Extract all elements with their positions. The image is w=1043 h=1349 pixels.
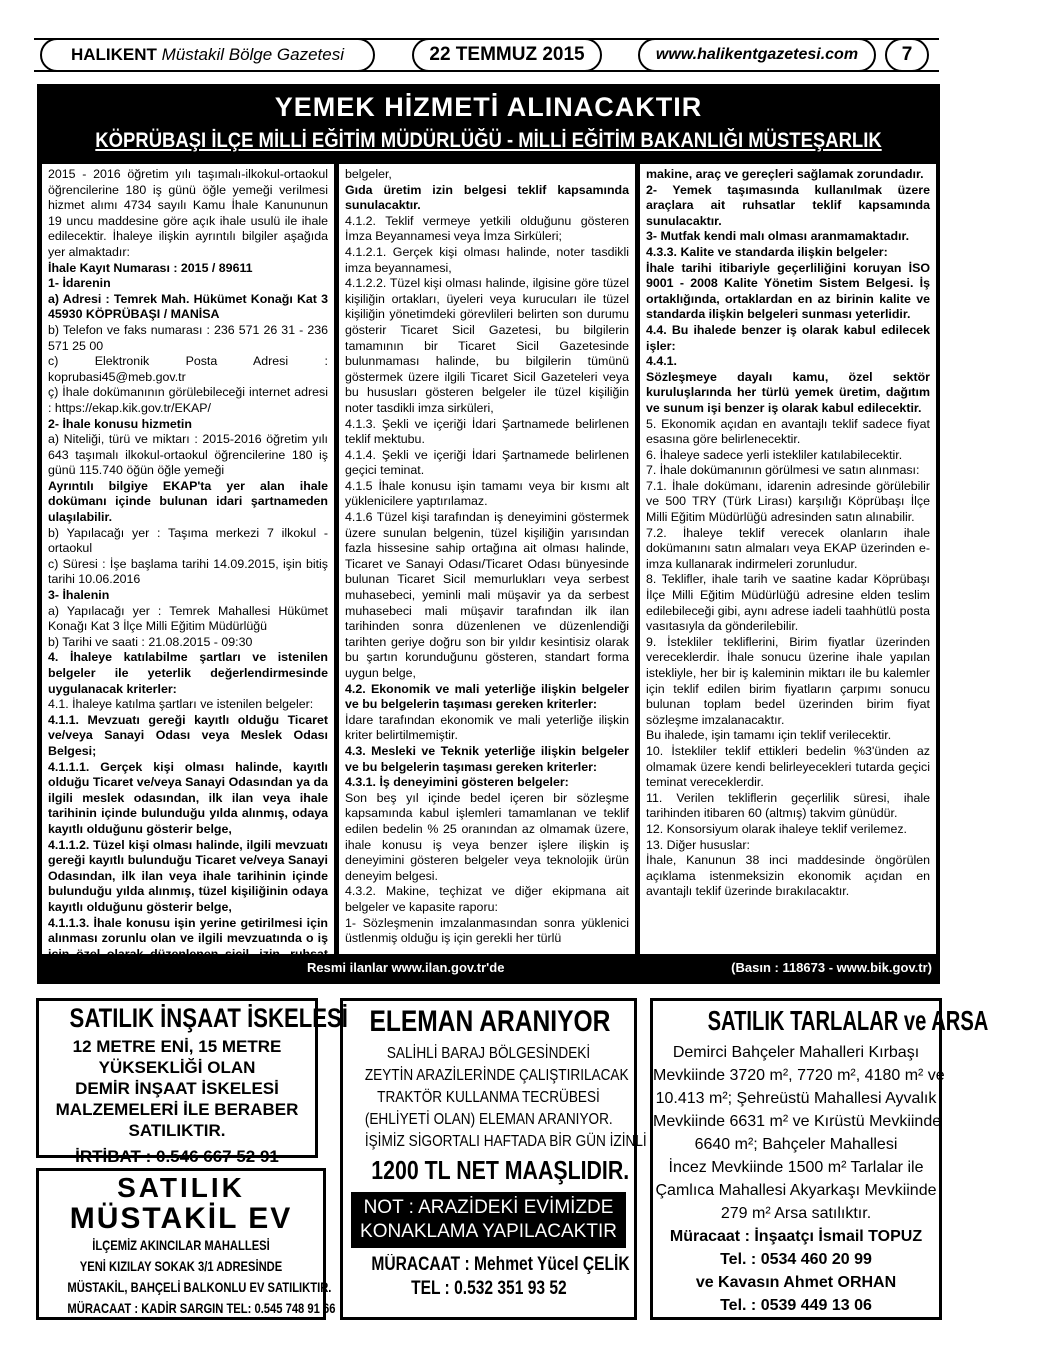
job-ad-line: ZEYTİN ARAZİLERİNDE ÇALIŞTIRILACAK [364, 1067, 629, 1084]
tender-col3-paragraph: 2- Yemek taşımasında kullanılmak üzere araçlara ait ruhsatlar teklif kapsamında sunulacaktır. [646, 182, 930, 228]
tender-col2-paragraph: 4.1.4. Şekli ve içeriği İdari Şartnamede belirlenen geçici teminat. [345, 447, 629, 478]
land-ad-line: Çamlıca Mahallesi Akyarkaşı Mevkiinde [655, 1182, 937, 1199]
press-code: (Basın : 118673 - www.bik.gov.tr) [731, 960, 932, 975]
tender-col1-paragraph: 2015 - 2016 öğretim yılı taşımalı-ilkokul-ortaokul öğrencilerine 180 iş günü öğle yemeği verilmesi hizmet alımı 4734 sayılı Kamu İhale Kanununun 19 uncu maddesine göre açık ihale usulü ile ihale edilecektir. İhaleye ilişkin ayrıntılı bilgiler aşağıda yer almaktadır: [48, 167, 328, 259]
job-ad-line: SALİHLİ BARAJ BÖLGESİNDEKİ [386, 1045, 591, 1062]
scaffold-ad-line: MALZEMELERİ İLE BERABER [55, 1100, 299, 1119]
land-ad-line: 6640 m²; Bahçeler Mahallesi [694, 1136, 898, 1153]
tender-col2-paragraph: 4.3. Mesleki ve Teknik yeterliğe ilişkin belgeler ve bu belgelerin taşıması gereken kriterler: [345, 743, 629, 774]
tender-col1-paragraph: 4.1.1.2. Tüzel kişi olması halinde, ilgili mevzuatı gereği kayıtlı bulunduğu Ticaret ve/veya Sanayi Odasından, ilk ilan veya ihale tarihinin içinde bulunduğu yılda alınmış, tüzel kişiliğinin odaya kayıtlı olduğunu gösterir belge, [48, 837, 328, 914]
tender-col3-paragraph: 4.3.3. Kalite ve standarda ilişkin belgeler: [646, 244, 888, 259]
tender-notice [37, 84, 940, 984]
job-ad [340, 998, 647, 1320]
scaffold-for-sale-ad [36, 998, 348, 1166]
tender-col3-paragraph: 10. İstekliler teklif ettikleri bedelin %3'ünden az olmamak üzere kendi belirleyecekleri tutarda geçici teminat vereceklerdir. [646, 743, 930, 790]
land-ad-line: İncez Mevkiinde 1500 m² Tarlalar ile [668, 1159, 924, 1176]
tender-col1-paragraph: a) Niteliği, türü ve miktarı : 2015-2016 öğretim yılı 643 taşımalı ilkokul-ortaokul öğrencilerine 180 iş günü 115.740 öğün öğle yemeği [48, 432, 328, 478]
page-number: 7 [885, 38, 929, 72]
issue-date: 22 TEMMUZ 2015 [412, 38, 602, 72]
job-ad-line: (EHLİYETİ OLAN) ELEMAN ARANIYOR. [364, 1111, 613, 1128]
tender-col1-paragraph: b) Yapılacağı yer : Taşıma merkezi 7 ilkokul - ortaokul [48, 525, 328, 556]
job-note-banner [351, 1192, 626, 1248]
job-contact: MÜRACAAT : Mehmet Yücel ÇELİK [371, 1254, 630, 1275]
scaffold-ad-title: SATILIK İNŞAAT İSKELESİ [69, 1003, 348, 1033]
tender-col3-paragraph: 4.4.1. [646, 354, 678, 369]
tender-col3-paragraph: 6. İhaleye sadece yerli istekliler katılabilecektir. [646, 447, 903, 462]
tender-col1-paragraph: 4.1. İhaleye katılma şartları ve istenilen belgeler: [48, 697, 314, 712]
job-note-line-2: KONAKLAMA YAPILACAKTIR [360, 1221, 617, 1242]
tender-col2-paragraph: İdare tarafından ekonomik ve mali yeterliğe ilişkin kriter belirtilmemiştir. [345, 712, 629, 743]
land-ad-line: Tel. : 0534 460 20 99 [720, 1251, 872, 1268]
land-ad-line: Müracaat : İnşaatçı İsmail TOPUZ [669, 1228, 923, 1245]
land-ad-line: Demirci Bahçeler Mahalleri Kırbaşı [672, 1044, 920, 1061]
tender-col3-paragraph: 12. Konsorsiyum olarak ihaleye teklif verilemez. [646, 821, 908, 836]
land-ad-line: Tel. : 0539 449 13 06 [720, 1297, 872, 1314]
tender-col3-paragraph: İhale, Kanunun 38 inci maddesinde öngörülen açıklama istenmeksizin ekonomik açıdan en avantajlı teklif üzerinde bırakılacaktır. [646, 853, 930, 899]
tender-col2-paragraph: Son beş yıl içinde bedel içeren bir sözleşme kapsamında kabul işlemleri tamamlanan ve teklif edilen bedelin % 25 oranından az olmamak üzere, ihale konusu iş veya benzer işlere ilişkin iş deneyimini gösteren belgeler veya teknolojik ürün deneyim belgesi. [345, 790, 629, 883]
tender-col1-paragraph: 2- İhale konusu hizmetin [48, 416, 192, 431]
paper-name-bold: HALIKENT [70, 45, 157, 64]
tender-col2-paragraph: 4.1.2.2. Tüzel kişi olması halinde, ilgisine göre tüzel kişiliğin ortakları, üyeleri veya kurucuları ile tüzel kişiliğin yönetimdeki görevlileri belirten son durumu gösterir Ticaret Sicil Gazetesi, bu bilgilerin tamamının bir Ticaret Sicil Gazetesinde bulunmaması halinde, bu bilgilerin tümünü göstermek üzere ilgili Ticaret Sicil Gazeteleri veya bu hususları gösteren belgeler ile tüzel kişiliğin noter tasdikli imza sirküleri, [345, 276, 629, 415]
tender-col3-paragraph: 8. Teklifler, ihale tarih ve saatine kadar Köprübaşı İlçe Milli Eğitim Müdürlüğü adresine elden teslim edilebileceği gibi, aynı adrese iadeli taahhütlü posta vasıtasıyla da gönderilebilir. [646, 572, 930, 634]
scaffold-ad-line: SATILIKTIR. [128, 1121, 226, 1140]
job-ad-line: İŞİMİZ SİGORTALI HAFTADA BİR GÜN İZİNLİ [364, 1133, 647, 1150]
tender-col2-paragraph: 4.1.5 İhale konusu işin tamamı veya bir kısmı alt yüklenicilere yaptırılamaz. [345, 478, 629, 509]
scaffold-ad-line: DEMİR İNŞAAT İSKELESİ [75, 1079, 279, 1098]
tender-col1-paragraph: 4. İhaleye katılabilme şartları ve istenilen belgeler ile yeterlik değerlendirmesinde uygulanacak kriterler: [48, 650, 328, 696]
tender-subtitle: KÖPRÜBAŞI İLÇE MİLLİ EĞİTİM MÜDÜRLÜĞÜ - MİLLİ EĞİTİM BAKANLIĞI MÜSTEŞARLIK [95, 129, 882, 152]
tender-col2-paragraph: 4.3.1. İş deneyimini gösteren belgeler: [345, 775, 569, 790]
house-for-sale-ad [36, 1168, 336, 1320]
tender-col3-paragraph: 7.1. İhale dokümanı, idarenin adresinde görülebilir ve 500 TRY (Türk Lirası) karşılığı Köprübaşı İlçe Milli Eğitim Müdürlüğü adresinden satın alınabilir. [646, 478, 930, 525]
tender-col2-paragraph: 1- Sözleşmenin imzalanmasından sonra yüklenici üstlenmiş olduğu iş için gerekli her türlü [345, 915, 629, 946]
tender-col1-paragraph: c) Elektronik Posta Adresi : koprubasi45@meb.gov.tr [48, 354, 328, 384]
job-ad-title: ELEMAN ARANIYOR [369, 1005, 611, 1038]
tender-col3-paragraph: 7. İhale dokümanının görülmesi ve satın alınması: [646, 463, 920, 478]
job-note-line-1: NOT : ARAZİDEKİ EVİMİZDE [363, 1197, 614, 1218]
house-ad-title-2: MÜSTAKİL EV [69, 1202, 293, 1235]
scaffold-ad-line: YÜKSEKLİĞİ OLAN [98, 1058, 256, 1077]
paper-name-subtitle: Müstakil Bölge Gazetesi [161, 45, 345, 64]
tender-col1-paragraph: b) Telefon ve faks numarası : 236 571 26 31 - 236 571 25 00 [48, 322, 328, 353]
land-ad-line: 279 m² Arsa satılıktır. [720, 1205, 872, 1222]
tender-col1-paragraph: ç) İhale dokümanının görülebileceği internet adresi : https://ekap.kik.gov.tr/EKAP/ [48, 385, 328, 415]
house-ad-line: İLÇEMİZ AKINCILAR MAHALLESİ [92, 1237, 270, 1253]
tender-col1-paragraph: 4.1.1.3. İhale konusu işin yerine getirilmesi için alınması zorunlu olan ve ilgili mevzuatında o iş için özel olarak düzenlenen sicil, izin, ruhsat vb. [48, 915, 328, 977]
tender-col3-paragraph: makine, araç ve gereçleri sağlamak zorundadır. [646, 167, 924, 181]
tender-column-1 [42, 164, 334, 977]
tender-col2-paragraph: 4.1.3. Şekli ve içeriği İdari Şartnamede belirlenen teklif mektubu. [345, 416, 629, 447]
job-salary: 1200 TL NET MAAŞLIDIR. [371, 1155, 630, 1185]
tender-col3-paragraph: Sözleşmeye dayalı kamu, özel sektör kuruluşlarında her türlü yemek üretim, dağıtım ve sunum işi benzer iş olarak kabul edilecektir. [646, 369, 930, 415]
house-ad-line: MÜSTAKİL, BAHÇELİ BALKONLU EV SATILIKTIR. [67, 1279, 332, 1295]
tender-col3-paragraph: 3- Mutfak kendi malı olması aranmamaktadır. [646, 229, 910, 244]
job-ad-line: TRAKTÖR KULLANMA TECRÜBESİ [377, 1089, 600, 1106]
tender-col2-paragraph: 4.1.2.1. Gerçek kişi olması halinde, noter tasdikli imza beyannamesi, [345, 244, 629, 275]
scaffold-ad-line: 12 METRE ENİ, 15 METRE [72, 1037, 282, 1056]
land-ad-line: 10.413 m²; Şehreüstü Mahallesi Ayvalık [655, 1090, 937, 1107]
paper-name [40, 38, 375, 72]
tender-col2-paragraph: belgeler, [345, 167, 392, 181]
land-ad-title: SATILIK TARLALAR ve ARSA [707, 1005, 989, 1036]
tender-column-2 [339, 164, 635, 954]
tender-col2-paragraph: 4.1.2. Teklif vermeye yetkili olduğunu gösteren İmza Beyannamesi veya İmza Sirküleri; [345, 213, 629, 244]
tender-col3-paragraph: 5. Ekonomik açıdan en avantajlı teklif sadece fiyat esasına göre belirlenecektir. [646, 416, 930, 447]
tender-col2-paragraph: Gıda üretim izin belgesi teklif kapsamında sunulacaktır. [345, 182, 629, 213]
tender-col1-paragraph: a) Yapılacağı yer : Temrek Mahallesi Hükümet Konağı Kat 3 İlçe Milli Eğitim Müdürlüğü [48, 603, 328, 634]
tender-col3-paragraph: 7.2. İhaleye teklif verecek olanların ihale dokümanını satın almaları veya EKAP üzerinden e-imza kullanarak indirmeleri zorunludur. [646, 525, 930, 571]
tender-col3-paragraph: 9. İstekliler tekliflerini, Birim fiyatlar üzerinden vereceklerdir. İhale sonucu üzerine ihale yapılan istekliyle, her bir iş kaleminin miktarı ile bu kalemler için teklif edilen birim fiyatların çarpımı sonucu bulunan toplam bedel üzerinden birim fiyat sözleşme imzalanacaktır. [646, 634, 930, 727]
tender-col2-paragraph: 4.1.6 Tüzel kişi tarafından iş deneyimini göstermek üzere sunulan belgenin, tüzel kişiliğin yarısından fazla hissesine sahip ortağına ait olması halinde, Ticaret ve Sanayi Odası/Ticaret Odası bünyesinde bulunan Ticaret Sicil memurlukları veya serbest muhasebeci, yeminli mali müşavir ya da serbest muhasebeci mali müşavir tarafından ilk ilan tarihinden sonra düzenlenen ve düzenlendiği tarihten geriye doğru son bir yıldır kesintisiz olarak bu şartın korunduğunu gösteren, standart forma uygun belge, [345, 510, 629, 680]
website-link[interactable]: www.halikentgazetesi.com [638, 38, 876, 72]
land-for-sale-ad [650, 998, 989, 1320]
house-ad-title-1: SATILIK [117, 1172, 245, 1203]
tender-col1-paragraph: c) Süresi : İşe başlama tarihi 14.09.2015, işin bitiş tarihi 10.06.2016 [48, 556, 328, 587]
tender-col1-paragraph: a) Adresi : Temrek Mah. Hükümet Konağı Kat 3 45930 KÖPRÜBAŞI / MANİSA [48, 291, 328, 322]
tender-col3-paragraph: 11. Verilen tekliflerin geçerlilik süresi, ihale tarihinden itibaren 60 (altmış) takvim günüdür. [646, 790, 930, 821]
tender-col1-paragraph: 4.1.1.1. Gerçek kişi olması halinde, kayıtlı olduğu Ticaret ve/veya Sanayi Odasından ya da ilgili meslek odasından, ilk ilan veya ihale tarihinin içinde bulunduğu yılda alınmış, odaya kayıtlı olduğunu gösterir belge, [48, 759, 328, 836]
tender-col2-paragraph: 4.3.2. Makine, teçhizat ve diğer ekipmana ait belgeler ve kapasite raporu: [345, 884, 629, 914]
tender-title: YEMEK HİZMETİ ALINACAKTIR [274, 92, 703, 122]
tender-col3-paragraph: 4.4. Bu ihalede benzer iş olarak kabul edilecek işler: [646, 322, 930, 353]
land-ad-line: ve Kavasın Ahmet ORHAN [695, 1274, 897, 1291]
scaffold-contact: İRTİBAT : 0.546 667 52 91 [75, 1147, 279, 1166]
tender-col1-paragraph: İhale Kayıt Numarası : 2015 / 89611 [48, 260, 253, 275]
job-phone: TEL : 0.532 351 93 52 [410, 1278, 567, 1299]
tender-col1-paragraph: 1- İdarenin [48, 276, 111, 291]
house-ad-line: YENİ KIZILAY SOKAK 3/1 ADRESİNDE [79, 1258, 283, 1274]
house-ad-line: MÜRACAAT : KADİR SARGIN TEL: 0.545 748 91 66 [67, 1300, 336, 1316]
land-ad-line: Mevkiinde 3720 m², 7720 m², 4180 m² ve [653, 1067, 945, 1084]
tender-col3-paragraph: Bu ihalede, işin tamamı için teklif verilecektir. [646, 728, 892, 743]
tender-col3-paragraph: 13. Diğer hususlar: [646, 837, 750, 852]
land-ad-line: Mevkiinde 6631 m² ve Kırüstü Mevkiinde [653, 1113, 942, 1130]
tender-col3-paragraph: İhale tarihi itibariyle geçerliliğini koruyan İSO 9001 - 2008 Kalite Yönetim Sistem Belgesi. İş ortaklığında, ortaklardan en az birinin kalite ve standarda ilişkin belgeleri sunması yeterlidir. [646, 260, 930, 322]
tender-col1-paragraph: b) Tarihi ve saati : 21.08.2015 - 09:30 [48, 634, 253, 649]
tender-col2-paragraph: 4.2. Ekonomik ve mali yeterliğe ilişkin belgeler ve bu belgelerin taşıması gereken kriterler: [345, 681, 629, 712]
official-ads-note: Resmi ilanlar www.ilan.gov.tr'de [307, 960, 505, 975]
tender-col1-paragraph: 3- İhalenin [48, 588, 110, 603]
tender-col1-paragraph: 4.1.1. Mevzuatı gereği kayıtlı olduğu Ticaret ve/veya Sanayi Odası veya Meslek Odası Belgesi; [48, 712, 328, 758]
tender-col1-paragraph: Ayrıntılı bilgiye EKAP'ta yer alan ihale dokümanı içinde bulunan idari şartnameden ulaşılabilir. [48, 478, 328, 525]
tender-column-3 [640, 164, 936, 954]
